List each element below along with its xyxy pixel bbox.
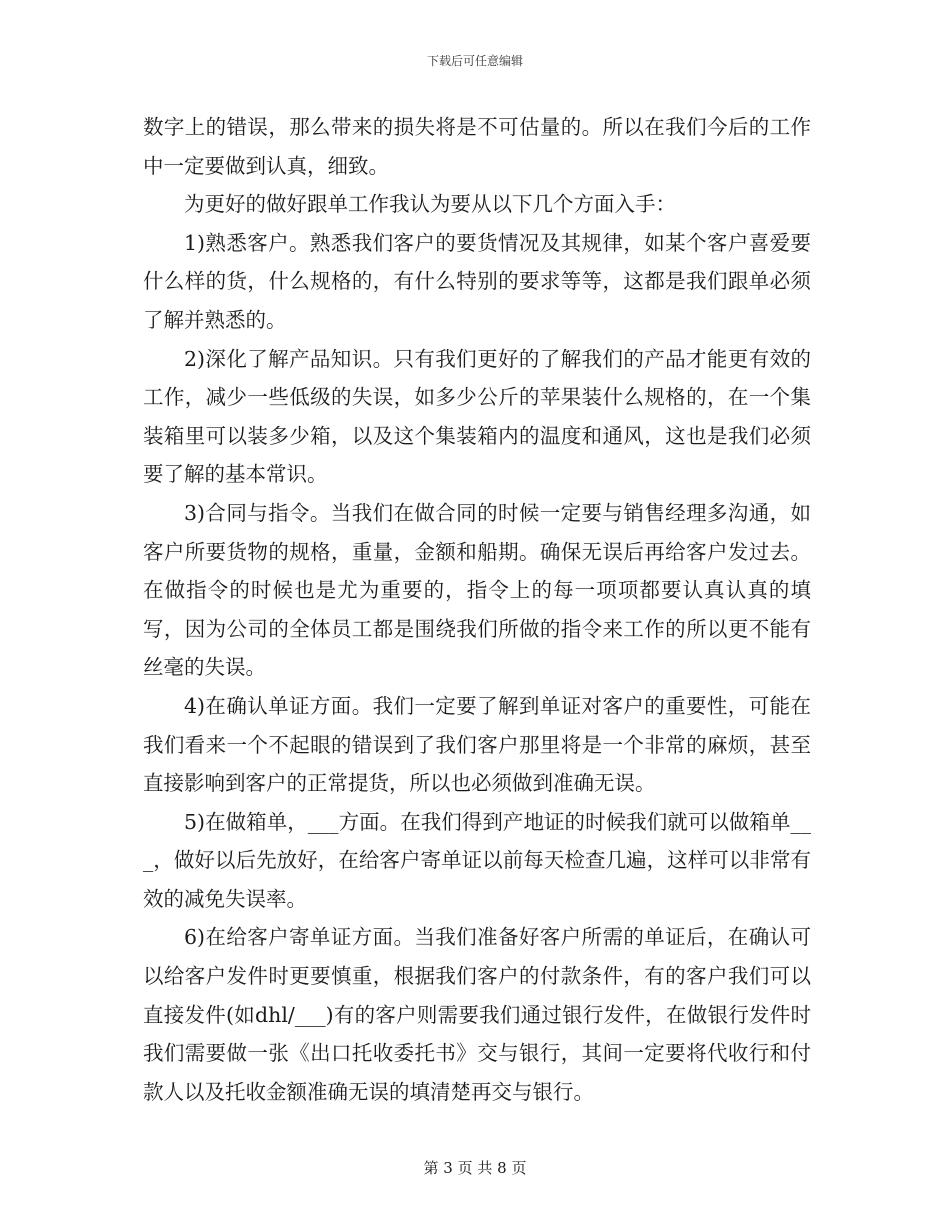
paragraph-item-1: 1)熟悉客户。熟悉我们客户的要货情况及其规律，如某个客户喜爱要什么样的货，什么规格的，有什么特别的要求等等，这都是我们跟单必须了解并熟悉的。 bbox=[143, 230, 811, 332]
paragraph-item-5: 5)在做箱单，___方面。在我们得到产地证的时候我们就可以做箱单___，做好以后先放好，在给客户寄单证以前每天检查几遍，这样可以非常有效的减免失误率。 bbox=[143, 809, 811, 911]
page-number: 第 3 页 共 8 页 bbox=[423, 1159, 527, 1177]
paragraph-item-6: 6)在给客户寄单证方面。当我们准备好客户所需的单证后，在确认可以给客户发件时更要慎重，根据我们客户的付款条件，有的客户我们可以直接发件(如dhl/___)有的客户则需要我们通过银行发件，在做银行发件时我们需要做一张《出口托收委托书》交与银行，其间一定要将代收行和付款人以及托收金额准确无误的填清楚再交与银行。 bbox=[143, 925, 811, 1104]
paragraph-intro: 为更好的做好跟单工作我认为要从以下几个方面入手： bbox=[184, 192, 676, 217]
document-body bbox=[143, 108, 811, 1111]
paragraph-continuation: 数字上的错误，那么带来的损失将是不可估量的。所以在我们今后的工作中一定要做到认真，细致。 bbox=[143, 115, 811, 178]
page-header: 下载后可任意编辑 bbox=[426, 54, 523, 68]
paragraph-item-4: 4)在确认单证方面。我们一定要了解到单证对客户的重要性，可能在我们看来一个不起眼的错误到了我们客户那里将是一个非常的麻烦，甚至直接影响到客户的正常提货，所以也必须做到准确无误。 bbox=[143, 693, 811, 796]
paragraph-item-3: 3)合同与指令。当我们在做合同的时候一定要与销售经理多沟通，如客户所要货物的规格，重量，金额和船期。确保无误后再给客户发过去。在做指令的时候也是尤为重要的，指令上的每一项项都要认真认真的填写，因为公司的全体员工都是围绕我们所做的指令来工作的所以更不能有丝毫的失误。 bbox=[143, 500, 811, 680]
paragraph-item-2: 2)深化了解产品知识。只有我们更好的了解我们的产品才能更有效的工作，减少一些低级的失误，如多少公斤的苹果装什么规格的，在一个集装箱里可以装多少箱，以及这个集装箱内的温度和通风，这也是我们必须要了解的基本常识。 bbox=[143, 346, 811, 487]
